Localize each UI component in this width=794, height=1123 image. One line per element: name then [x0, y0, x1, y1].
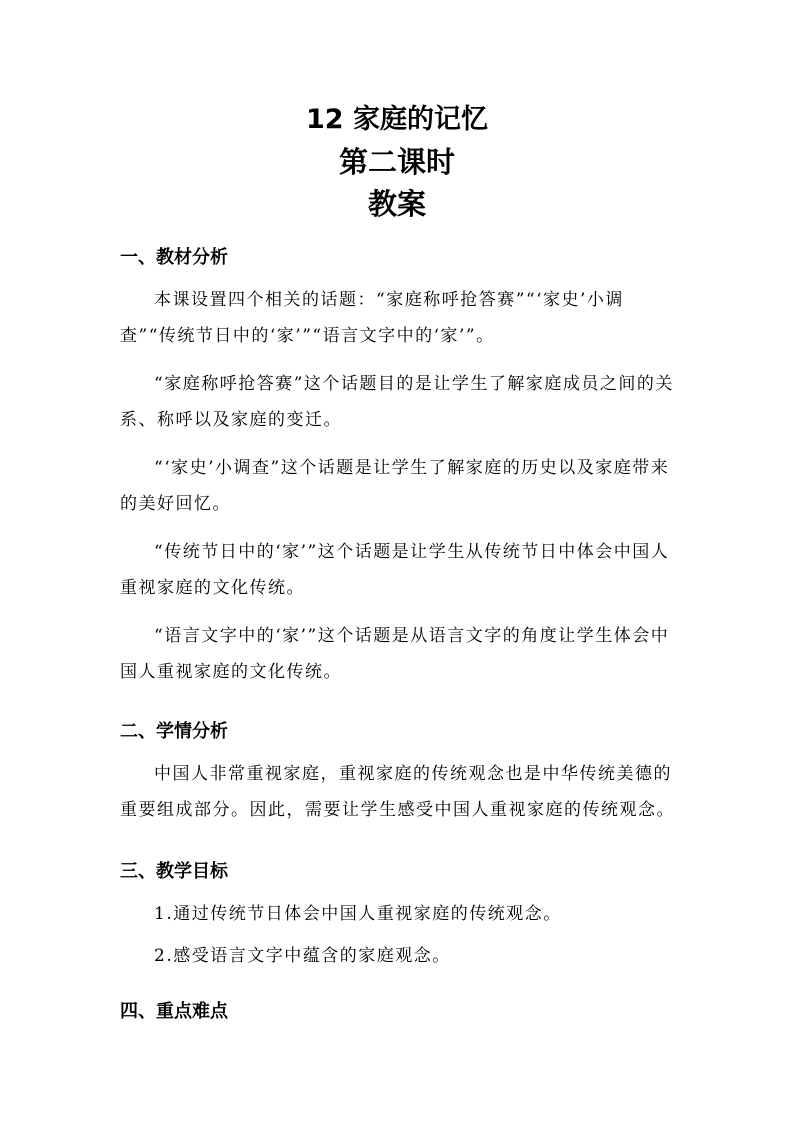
section-heading-textbook-analysis: 一、教材分析 [120, 247, 228, 268]
lesson-title: 12 家庭的记忆 [306, 104, 488, 135]
section-heading-learner-analysis: 二、学情分析 [120, 721, 228, 742]
document-type: 教案 [367, 187, 426, 221]
lesson-period: 第二课时 [338, 145, 455, 179]
section-heading-key-points: 四、重点难点 [120, 1001, 228, 1022]
objective-item: 2.感受语言文字中蕴含的家庭观念。 [154, 946, 451, 966]
paragraph: 中国人非常重视家庭，重视家庭的传统观念也是中华传统美德的重要组成部分。因此，需要让学生感受中国人重视家庭的传统观念。 [120, 764, 675, 820]
paragraph: 本课设置四个相关的话题：“家庭称呼抢答赛”“‘家史’小调查”“传统节日中的‘家’”“语言文字中的‘家’”。 [120, 290, 624, 346]
paragraph: “家庭称呼抢答赛”这个话题目的是让学生了解家庭成员之间的关系、称呼以及家庭的变迁。 [120, 374, 674, 430]
paragraph: “传统节日中的‘家’”这个话题是让学生从传统节日中体会中国人重视家庭的文化传统。 [120, 542, 670, 598]
objective-item: 1.通过传统节日体会中国人重视家庭的传统观念。 [154, 904, 562, 924]
paragraph: “语言文字中的‘家’”这个话题是从语言文字的角度让学生体会中国人重视家庭的文化传统。 [120, 626, 670, 682]
section-heading-teaching-objectives: 三、教学目标 [120, 861, 228, 882]
paragraph: “‘家史’小调查”这个话题是让学生了解家庭的历史以及家庭带来的美好回忆。 [120, 458, 670, 514]
